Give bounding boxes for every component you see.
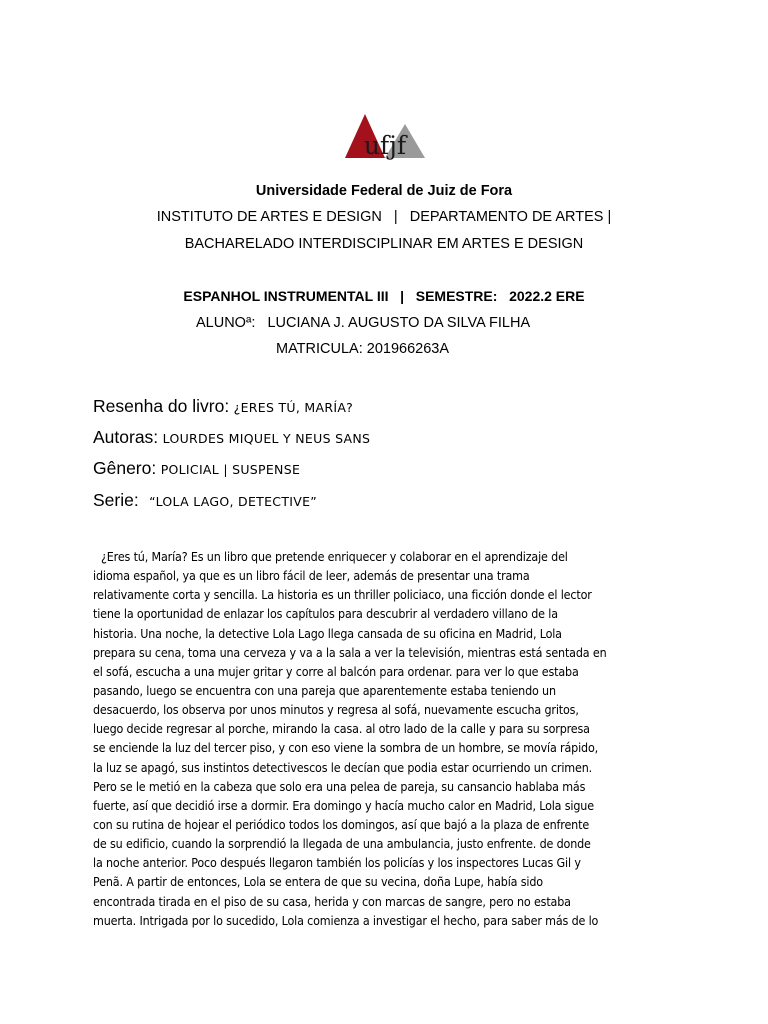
body-line: prepara su cena, toma una cerveza y va a la sala a ver la televisión, mientras está sentada en (93, 644, 607, 660)
field-genero (93, 458, 300, 479)
body-line: se enciende la luz del tercer piso, y con eso viene la sombra de un hombre, se movía rápido, (93, 740, 599, 756)
body-line: luego decide regresar al porche, mirando la casa. al otro lado de la calle y para su sorpresa (93, 721, 590, 737)
field-value: LOURDES MIQUEL Y NEUS SANS (162, 431, 371, 446)
body-line: de su edificio, cuando la sorprendió la llegada de una ambulancia, justo enfrente. de donde (93, 836, 591, 852)
body-line: con su rutina de hojear el periódico todos los domingos, así que bajó a la plaza de enfrente (93, 816, 590, 832)
field-resenha (93, 396, 353, 417)
field-label: Autoras: (93, 427, 159, 447)
university-name: Universidade Federal de Juiz de Fora (255, 183, 513, 199)
body-line: la noche anterior. Poco después llegaron también los policías y los inspectores Lucas Gil y (93, 855, 581, 871)
body-line: encontrada tirada en el piso de su casa, herida y con marcas de sangre, pero no estaba (93, 893, 571, 909)
body-line: el sofá, escucha a una mujer gritar y corre al balcón para ordenar. para ver lo que estaba (93, 663, 579, 679)
field-value: “LOLA LAGO, DETECTIVE” (149, 494, 318, 509)
review-body (93, 547, 678, 930)
body-line: fuerte, así que decidió irse a dormir. Era domingo y hacía mucho calor en Madrid, Lola sigue (93, 797, 594, 813)
field-label: Gênero: (93, 458, 157, 478)
body-line: desacuerdo, los observa por unos minutos y regresa al sofá, nuevamente escucha gritos, (93, 702, 579, 718)
bachelor-line: BACHARELADO INTERDISCIPLINAR EM ARTES E DESIGN (184, 236, 584, 252)
matricula-line: MATRICULA: 201966263A (276, 341, 450, 357)
body-line: relativamente corta y sencilla. La historia es un thriller policiaco, una ficción donde el lector (93, 587, 592, 603)
ufjf-logo (343, 112, 427, 172)
body-line: tiene la oportunidad de enlazar los capítulos para descubrir al verdadero villano de la (93, 606, 558, 622)
logo-text: ufjf (363, 131, 407, 160)
institute-line: INSTITUTO DE ARTES E DESIGN | DEPARTAMENTO DE ARTES | (156, 209, 612, 225)
student-line: ALUNOª: LUCIANA J. AUGUSTO DA SILVA FILHA (196, 315, 531, 331)
course-line: ESPANHOL INSTRUMENTAL III | SEMESTRE: 2022.2 ERE (183, 288, 585, 304)
body-line: muerta. Intrigada por lo sucedido, Lola comienza a investigar el hecho, para saber más de lo (93, 912, 599, 928)
body-line: idioma español, ya que es un libro fácil de leer, además de presentar una trama (93, 568, 530, 584)
body-line: ¿Eres tú, María? Es un libro que pretende enriquecer y colaborar en el aprendizaje del (101, 549, 568, 564)
field-serie (93, 490, 317, 511)
field-label: Serie: (93, 490, 139, 510)
field-value: POLICIAL | SUSPENSE (160, 462, 301, 477)
body-line: la luz se apagó, sus instintos detectivescos le decían que podia estar ocurriendo un crimen. (93, 759, 593, 775)
body-line: Penã. A partir de entonces, Lola se entera de que su vecina, doña Lupe, había sido (93, 874, 543, 890)
field-autoras (93, 427, 370, 448)
body-line: pasando, luego se encuentra con una pareja que aparentemente estaba teniendo un (93, 682, 556, 698)
field-label: Resenha do livro: (93, 396, 230, 416)
body-line: historia. Una noche, la detective Lola Lago llega cansada de su oficina en Madrid, Lola (93, 625, 562, 641)
field-value: ¿ERES TÚ, MARÍA? (233, 400, 354, 415)
body-line: Pero se le metió en la cabeza que solo era una pelea de pareja, su cansancio hablaba más (93, 778, 586, 794)
